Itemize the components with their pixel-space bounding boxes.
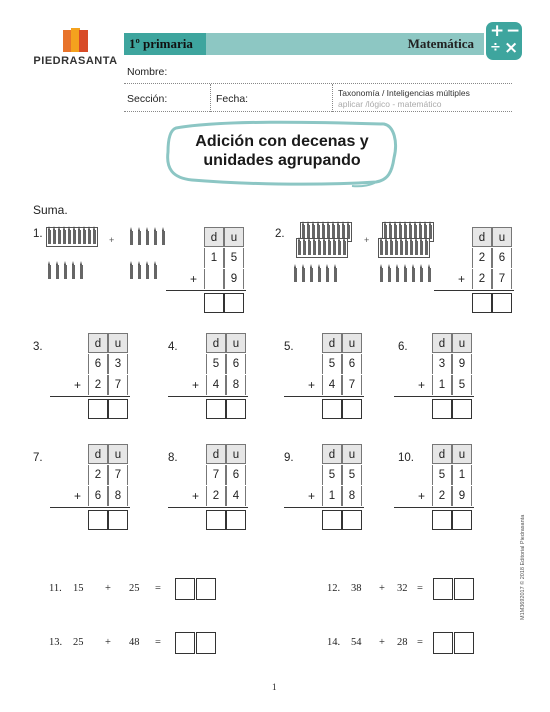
crayon-icon [420,241,423,255]
crayon-icon [390,241,393,255]
sum-line [284,507,364,508]
top-tens-digit: 2 [472,248,492,268]
crayon-icon [130,265,133,279]
top-tens-digit: 5 [432,465,452,485]
sum-line [166,290,246,291]
crayon-icon [326,268,329,282]
top-units-digit: 6 [226,354,246,374]
top-units-digit: 3 [108,354,128,374]
tens-header: d [204,227,224,247]
tens-header: d [88,333,108,353]
units-header: u [452,333,472,353]
vertical-sum [394,444,472,534]
top-units-digit: 1 [452,465,472,485]
book-logo-icon [63,30,89,52]
name-field[interactable] [124,56,512,84]
vertical-sum [168,444,246,534]
crayon-icon [420,268,423,282]
crayon-icon [146,265,149,279]
answer-units-box[interactable] [196,578,216,600]
crayon-icon [385,241,388,255]
bottom-tens-digit: 2 [432,486,452,506]
crayon-icon [388,268,391,282]
answer-tens-box[interactable] [433,578,453,600]
top-tens-digit: 5 [322,354,342,374]
vertical-sum [394,333,472,423]
units-header: u [342,333,362,353]
grade-bar [124,33,484,55]
crayon-icon [63,230,66,244]
answer-tens-box[interactable] [432,510,452,530]
section-date-row [124,84,512,112]
answer-units-box[interactable] [342,510,362,530]
lesson-title-banner [162,118,402,190]
publisher-logo [28,30,123,67]
answer-tens-box[interactable] [175,632,195,654]
answer-tens-box[interactable] [206,510,226,530]
taxonomy-title: Taxonomía / Inteligencias múltiples [338,88,470,98]
crayon-icon [400,241,403,255]
exercise-number: 6. [398,341,408,353]
crayon-icon [328,241,331,255]
crayon-icon [396,268,399,282]
crayon-icon [53,230,56,244]
crayon-icon [405,241,408,255]
top-tens-digit: 6 [88,354,108,374]
plus-sign: + [192,378,200,392]
crayon-icon [347,225,350,239]
units-header: u [108,333,128,353]
top-tens-digit: 5 [206,354,226,374]
date-label: Fecha: [216,93,249,105]
answer-tens-box[interactable] [175,578,195,600]
tens-header: d [472,227,492,247]
top-tens-digit: 5 [322,465,342,485]
exercise-number: 8. [168,452,178,464]
bottom-units-digit: 7 [342,375,362,395]
crayon-icon [380,241,383,255]
top-tens-digit: 1 [204,248,224,268]
crayon-icon [302,268,305,282]
title-line-1: Adición con decenas y [195,133,369,150]
answer-tens-box[interactable] [322,510,342,530]
units-header: u [226,333,246,353]
crayon-icon [80,265,83,279]
tens-header: d [88,444,108,464]
exercise-number: 10. [398,452,414,464]
tens-header: d [206,444,226,464]
crayon-icon [154,265,157,279]
taxonomy-subtitle: aplicar /lógico - matemático [338,99,442,109]
answer-units-box[interactable] [226,399,246,419]
bottom-tens-digit: 2 [88,375,108,395]
crayon-icon [138,231,141,245]
exercise-number: 4. [168,341,178,353]
bottom-units-digit: 7 [492,269,512,289]
crayon-icon [308,241,311,255]
tens-header: d [322,444,342,464]
page-number: 1 [272,682,277,692]
subject-label: Matemática [407,36,474,51]
lesson-title [162,132,402,170]
crayon-icon [429,225,432,239]
bottom-units-digit: 8 [226,375,246,395]
plus-sign: + [192,489,200,503]
tens-header: d [432,444,452,464]
crayon-icon [338,241,341,255]
sum-line [50,507,130,508]
crayon-icon [404,268,407,282]
answer-units-box[interactable] [492,293,512,313]
crayon-icon [64,265,67,279]
bottom-tens-digit: 1 [322,486,342,506]
answer-tens-box[interactable] [88,399,108,419]
bottom-units-digit: 7 [108,375,128,395]
vertical-sum [50,444,128,534]
crayon-icon [48,265,51,279]
crayon-icon [323,241,326,255]
sum-line [168,396,248,397]
instruction: Suma. [33,203,68,217]
bottom-tens-digit: 6 [88,486,108,506]
crayon-icon [48,230,51,244]
crayon-icon [93,230,96,244]
bottom-units-digit: 5 [452,375,472,395]
plus-sign: + [74,489,82,503]
crayon-icon [78,230,81,244]
crayon-icon [72,265,75,279]
crayon-icon [88,230,91,244]
crayon-icon [73,230,76,244]
top-units-digit: 9 [452,354,472,374]
operations-icon: + − × ÷ [486,22,522,60]
crayon-icon [298,241,301,255]
crayon-icon [410,241,413,255]
top-tens-digit: 7 [206,465,226,485]
crayon-icon [343,241,346,255]
bottom-units-digit: 4 [226,486,246,506]
answer-units-box[interactable] [226,510,246,530]
top-tens-digit: 2 [88,465,108,485]
vertical-sum [50,333,128,423]
crayon-icon [318,268,321,282]
tens-header: d [432,333,452,353]
bottom-tens-digit: 1 [432,375,452,395]
section-label: Sección: [127,93,168,105]
exercise-number: 3. [33,341,43,353]
answer-tens-box[interactable] [432,399,452,419]
crayon-icon [425,241,428,255]
answer-tens-box[interactable] [206,399,226,419]
plus-sign: + [418,378,426,392]
answer-tens-box[interactable] [472,293,492,313]
bottom-units-digit: 8 [342,486,362,506]
crayon-icon [138,265,141,279]
answer-units-box[interactable] [452,510,472,530]
top-units-digit: 7 [108,465,128,485]
plus-sign: + [364,235,370,245]
tens-header: d [206,333,226,353]
plus-sign: + [109,235,115,245]
answer-units-box[interactable] [108,510,128,530]
top-tens-digit: 3 [432,354,452,374]
plus-sign: + [458,272,466,286]
units-header: u [342,444,362,464]
sum-line [50,396,130,397]
top-units-digit: 6 [492,248,512,268]
units-header: u [226,444,246,464]
sum-line [394,507,474,508]
bottom-tens-digit: 2 [472,269,492,289]
crayon-icon [428,268,431,282]
crayon-icon [313,241,316,255]
crayon-icon [334,268,337,282]
crayon-icon [83,230,86,244]
crayon-icon [68,230,71,244]
answer-units-box[interactable] [108,399,128,419]
copyright-notice: M1M3692017 © 2018 Editorial Piedrasanta [520,514,526,620]
top-units-digit: 5 [224,248,244,268]
bottom-tens-digit: 2 [206,486,226,506]
plus-sign: + [190,272,198,286]
crayon-icon [380,268,383,282]
answer-tens-box[interactable] [433,632,453,654]
bottom-tens-digit: 4 [322,375,342,395]
sum-line [168,507,248,508]
answer-tens-box[interactable] [322,399,342,419]
crayon-icon [162,231,165,245]
bottom-units-digit: 9 [452,486,472,506]
vertical-sum [284,333,362,423]
exercise-number: 7. [33,452,43,464]
bottom-units-digit: 9 [224,269,244,289]
crayon-icon [130,231,133,245]
units-header: u [108,444,128,464]
top-units-digit: 5 [342,465,362,485]
crayon-icon [412,268,415,282]
bottom-units-digit: 8 [108,486,128,506]
crayon-icon [333,241,336,255]
sum-line [284,396,364,397]
tens-header: d [322,333,342,353]
crayon-icon [310,268,313,282]
grade-label: 1º primaria [124,33,206,55]
units-header: u [492,227,512,247]
plus-sign: + [308,489,316,503]
bottom-tens-digit [204,269,224,289]
sum-line [394,396,474,397]
top-units-digit: 6 [226,465,246,485]
answer-units-box[interactable] [342,399,362,419]
title-line-2: unidades agrupando [203,152,361,169]
crayon-icon [415,241,418,255]
crayon-icon [154,231,157,245]
vertical-sum [434,227,512,317]
bottom-tens-digit: 4 [206,375,226,395]
crayon-icon [395,241,398,255]
plus-sign: + [418,489,426,503]
answer-tens-box[interactable] [204,293,224,313]
answer-units-box[interactable] [454,578,474,600]
exercise-number: 9. [284,452,294,464]
vertical-sum [168,333,246,423]
answer-units-box[interactable] [196,632,216,654]
exercise-number: 5. [284,341,294,353]
top-units-digit: 6 [342,354,362,374]
answer-units-box[interactable] [452,399,472,419]
crayon-icon [58,230,61,244]
exercise-number: 2. [275,228,285,240]
units-header: u [452,444,472,464]
answer-units-box[interactable] [454,632,474,654]
vertical-sum [284,444,362,534]
brand-name: PIEDRASANTA [33,55,118,67]
crayon-icon [303,241,306,255]
crayon-icon [56,265,59,279]
plus-sign: + [308,378,316,392]
vertical-sum [166,227,244,317]
crayon-icon [294,268,297,282]
crayon-icon [146,231,149,245]
plus-sign: + [74,378,82,392]
crayon-icon [318,241,321,255]
answer-tens-box[interactable] [88,510,108,530]
sum-line [434,290,514,291]
units-header: u [224,227,244,247]
name-label: Nombre: [127,66,168,78]
exercise-number: 1. [33,228,43,240]
answer-units-box[interactable] [224,293,244,313]
